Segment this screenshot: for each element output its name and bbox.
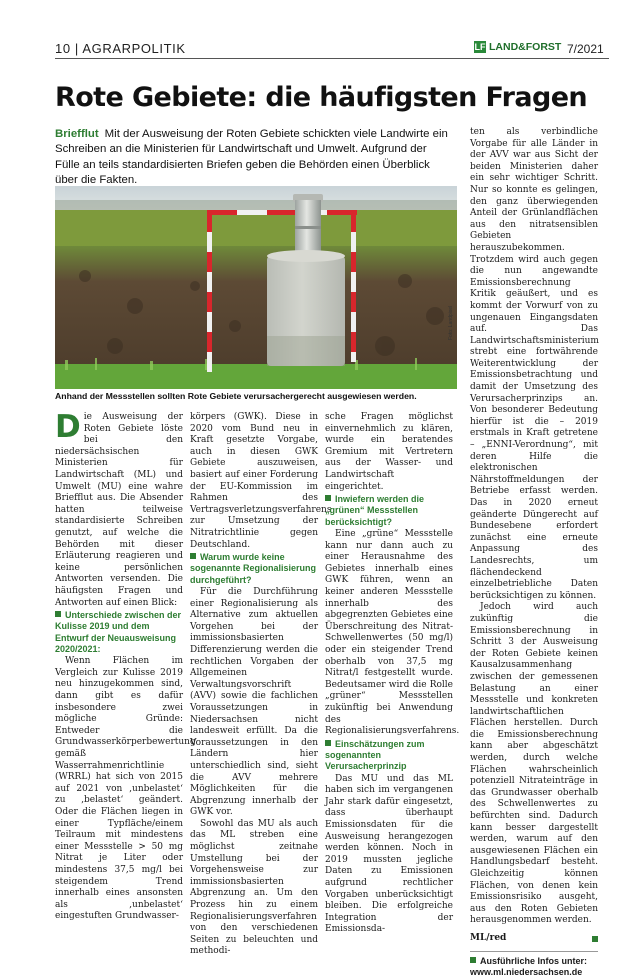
article-photo [55, 186, 457, 389]
author-signature: ML/red [470, 932, 507, 943]
paragraph: Das MU und das ML haben sich im vergangenen Jahr stark dafür eingesetzt, dass überhaupt Emissionsdaten für die Ausweisung herangezogen werden können. Noch in 2019 mussten jegliche Daten zu Emissionen aufgrund rechtlicher Vorgaben unberücksichtigt bleiben. Die erfolgreiche Integration der Emissionsda- [325, 773, 453, 935]
paragraph: Für die Durchführung einer Regionalisierung als Alternative zum aktuellen Vorgehen bei der immissionsbasierten Differenzierung werden die rechtlichen Vorgaben der Allgemeinen Verwaltungsvorschrift (AVV) sowie die fachlichen Voraussetzungen in Niedersachsen nicht landesweit erfüllt. Da die Voraussetzungen in den Ländern hier unterschiedlich sind, sieht die AVV mehrere Möglichkeiten für die Abgrenzung innerhalb der GWK vor. [190, 587, 318, 818]
paragraph: ten als verbindliche Vorgabe für alle Länder in der AVV war aus Sicht der beiden Ministerien daher ein sehr wichtiger Schritt. Nur so konnte es gelingen, den ganz überwiegenden Anteil der Grünlandflächen aus den nitratsensiblen Gebieten herauszubekommen. Trotzdem wird auch gegen die nun angewandte Emissionsberechnung Kritik geäußert, und es kommt der Vorwurf von zu ungenauen Eingangsdaten auf. Das Landwirtschaftsministerium strebt eine fortwährende Weiterentwicklung der Emissionsbetrachtung und damit der Umsetzung des Verursacherprinzips an. Von besonderer Bedeutung hierfür ist die – 2019 erstmals in Kraft getretene – „ENNI-Verordnung“, mit deren Hilfe die elektronischen Nährstoffmeldungen der Betriebe erfasst werden. Das in 2020 erneut geänderte Düngerecht auf Bundesebene erfordert zunächst eine erneute Anpassung des Landesrechts, um flächendeckend einzelbetriebliche Daten berücksichtigen zu können. [470, 127, 599, 601]
paragraph: Wenn Flächen im Vergleich zur Kulisse 2019 neu hinzugekommen sind, dann gibt es dafür insbesondere zwei mögliche Gründe: Entweder die Grundwasserkörperbewertung gemäß Wasserrahmenrichtlinie (WRRL) hat sich von 2015 auf 2021 von ‚unbelastet‘ zu ‚belastet‘ geändert. Oder die Flächen liegen in einer Typfläche/einem Teilraum mit mindestens einer Messstelle > 50 mg Nitrat je Liter oder mindestens 37,5 mg/l bei steigendem Trend innerhalb eines ansonsten als ‚unbelastet‘ eingestuften Grundwasser- [55, 656, 196, 922]
paragraph: Eine „grüne“ Messstelle kann nur dann auch zu einer Herausnahme des Gebietes innerhalb eines GWK führen, wenn an keiner anderen Messstelle innerhalb des abgegrenzten Gebietes eine Überschreitung des Nitrat-Schwellenwertes (50 mg/l) oder ein steigender Trend oberhalb von 37,5 mg Nitrat/l festgestellt wurde. Bedeutsamer wird die Rolle „grüner“ Messstellen zukünftig bei Anwendung des Regionalisierungsverfahrens. [325, 529, 460, 737]
author-signature-row [470, 933, 598, 945]
paragraph: Jedoch wird auch zukünftig die Emissionsberechnung in Schritt 3 der Ausweisung der Roten Gebiete keinen Kausalzusammenhang zwischen der gemessenen Belastung an einer Messstelle und konkreten landwirtschaftlichen Flächen herstellen. Durch die Emissionsberechnung kann aber abgeschätzt werden, durch welche Flächen wahrscheinlich potenziell Nitrateinträge in das Grundwasser oberhalb des Schwellenwertes zu befürchten sind. Dadurch kann besser dargestellt werden, warum auf den ausgewiesenen Flächen ein Handlungsbedarf besteht. Gleichzeitig können Flächen, von denen kein Emissionsrisiko ausgeht, aus den Roten Gebieten herausgenommen werden. [470, 602, 598, 926]
drop-cap: D [55, 409, 81, 445]
issue-number: 7/2021 [567, 42, 604, 56]
paragraph: Sowohl das MU als auch das ML streben eine möglichst zeitnahe Umstellung bei der Vorgehensweise zur immissionsbasierten Abgrenzung an. Um den Prozess hin zu einem Regionalisierungsverfahren von den verschiedenen Seiten zu beleuchten und methodi- [190, 818, 318, 957]
photo-credit: Foto: Landpixel [448, 305, 454, 340]
photo-caption: Anhand der Messstellen sollten Rote Gebiete verursachergerecht ausgewiesen werden. [55, 391, 417, 401]
paragraph-text: ie Ausweisung der Roten Gebiete löste bei den niedersächsischen Ministerien für Landwirtschaft (ML) und Umwelt (MU) eine wahre Briefflut aus. Die Absender hatten teilweise standardisierte Schreiben genutzt, auf welche die Behörden mit dieser Erläuterung reagieren und keine persönlichen Antworten versenden. Die häufigsten Fragen und Antworten auf einen Blick: [55, 412, 183, 608]
info-divider [470, 951, 598, 952]
square-bullet-icon [55, 611, 61, 617]
paragraph: sche Fragen möglichst einvernehmlich zu klären, wurde ein beratendes Gremium mit Vertretern aus der Wasser- und Landwirtschaft eingerichtet. [325, 412, 453, 492]
square-bullet-icon [470, 957, 476, 963]
subheading [55, 610, 183, 655]
subheading [325, 494, 453, 528]
logo-mark-icon: LF [474, 42, 486, 52]
header-divider [55, 58, 609, 59]
magazine-logo [474, 41, 561, 53]
paragraph [55, 409, 183, 609]
lead-text: Mit der Ausweisung der Roten Gebiete schickten viele Landwirte ein Schreiben an die Ministerien für Landwirtschaft und Umwelt. Aufgrund der Fülle an teils standardisierten Briefen geben die Behörden einen Überblick über die Fakten. [55, 128, 448, 187]
section-label: 10 | AGRARPOLITIK [55, 41, 186, 56]
subheading-text: Einschätzungen zum sogenannten Verursacherprinzip [325, 738, 425, 772]
article-title: Rote Gebiete: die häufigsten Fragen [55, 82, 588, 113]
info-box [470, 956, 598, 979]
subheading-text: Inwiefern werden die „grünen“ Messstellen berücksichtigt? [325, 494, 425, 527]
square-bullet-icon [325, 740, 331, 746]
logo-text: LAND&FORST [489, 41, 562, 53]
info-link[interactable]: Ausführliche Infos unter: www.ml.niedersachsen.de [470, 955, 588, 978]
text-column-1 [55, 409, 196, 923]
subheading [325, 739, 453, 773]
article-lead [55, 127, 451, 189]
subheading-text: Unterschiede zwischen der Kulisse 2019 und dem Entwurf der Neuausweisung 2020/2021: [55, 610, 182, 654]
text-column-2 [190, 412, 332, 958]
paragraph: körpers (GWK). Diese in 2020 vom Bund neu in Kraft gesetzte Vorgabe, auch in diesen GWK Gebiete auszuweisen, basiert auf einer Forderung der EU-Kommission im Rahmen des Vertragsverletzungsverfahrens zur Umsetzung der Nitratrichtlinie gegen Deutschland. [190, 412, 332, 550]
text-column-4 [470, 127, 598, 979]
text-column-3 [325, 412, 460, 936]
subheading-text: Warum wurde keine sogenannte Regionalisierung durchgeführt? [190, 552, 317, 585]
measuring-station-photo [55, 186, 457, 389]
subheading [190, 552, 318, 586]
end-mark-icon [592, 936, 598, 942]
square-bullet-icon [190, 553, 196, 559]
lead-kicker: Briefflut [55, 128, 99, 140]
square-bullet-icon [325, 495, 331, 501]
